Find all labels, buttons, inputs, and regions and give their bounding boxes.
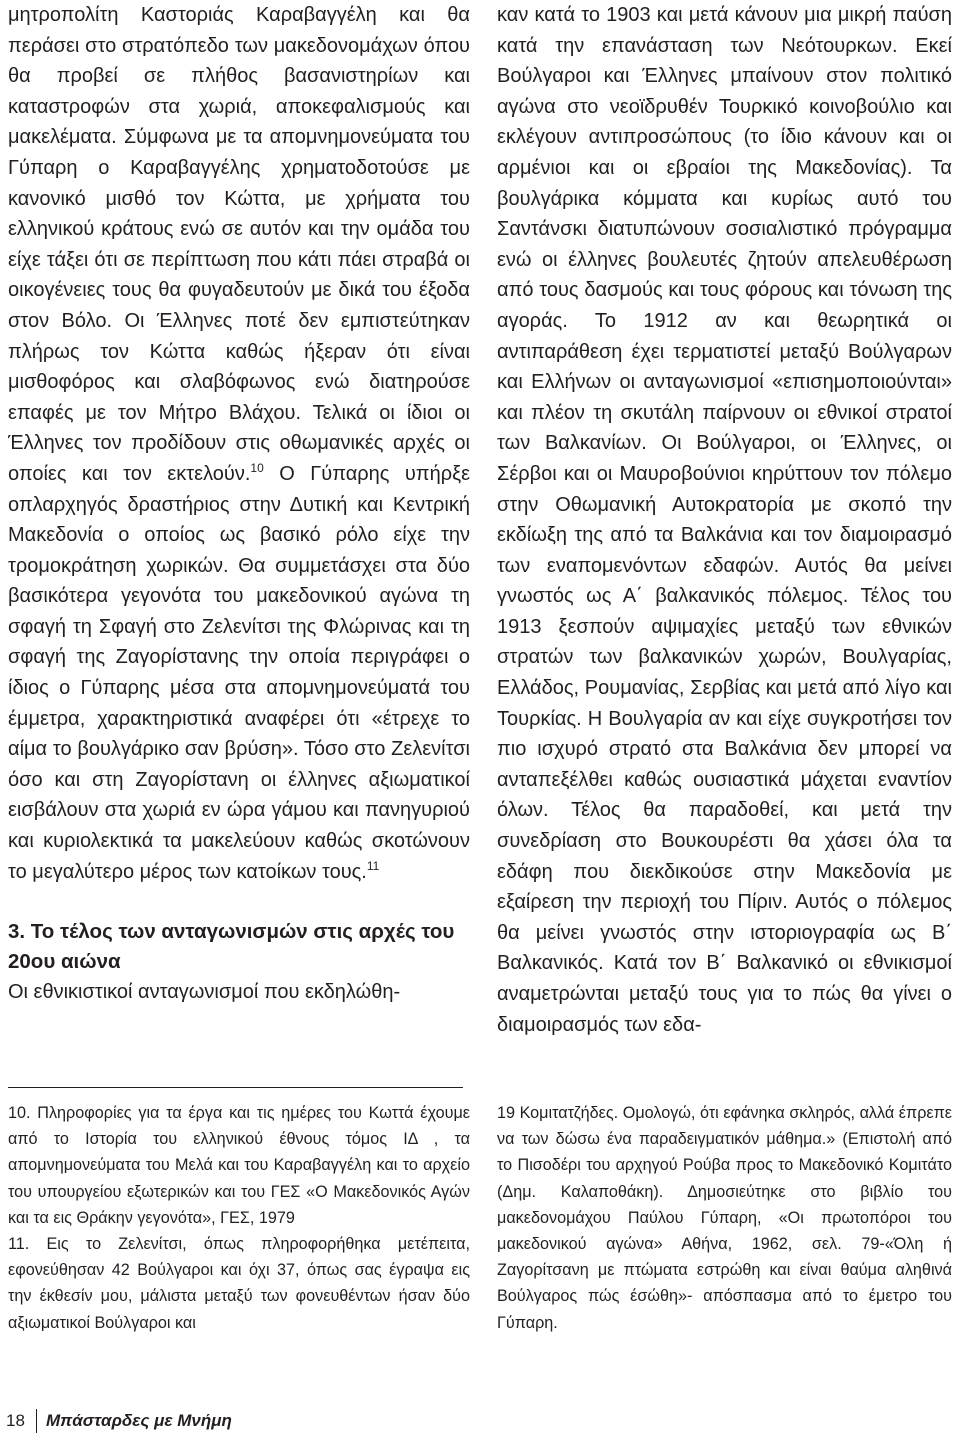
footnote-separator <box>8 1087 463 1088</box>
section-heading: 3. Το τέλος των ανταγωνισμών στις αρχές του 20ου αιώνα <box>8 920 455 974</box>
footnote-reference-10[interactable]: 10 <box>250 460 264 475</box>
footnotes-left-column <box>8 1100 470 1336</box>
body-text: Ο Γύπαρης υπήρξε οπλαρχηγός δραστήριος στην Δυτική και Κεντρική Μακεδονία ο οποίος ως βασικό ρόλο είχε την τρομοκράτηση χωρικών. Θα συμμετάσχει στα δύο βασικότερα γεγονότα του μακεδονικού αγώνα τη σφαγή τη Σφαγή στο Ζελενίτσι της Φλώρινας και τη σφαγή της Ζαγορίστανης την οποία περιγράφει ο ίδιος ο Γύπαρης μέσα στα απομνημονεύματά του έμμετρα, χαρακτηριστικά αναφέρει ότι «έτρεχε το αίμα το βουλγάρικο σαν βρύση». Τόσο στο Ζελενίτσι όσο και στη Ζαγορίστανη οι έλληνες αξιωματικοί εισβάλουν στα χωριά εν ώρα γάμου και πανηγυριού και κυριολεκτικά τα μακελεύουν καθώς σκοτώνουν το μεγαλύτερο μέρος των κατοίκων τους. <box>8 462 470 883</box>
body-text: μητροπολίτη Καστοριάς Καραβαγγέλη και θα περάσει στο στρατόπεδο των μακεδονομάχων όπου θα προβεί σε πλήθος βασανιστηρίων και καταστροφών στα χωριά, αποκεφαλισμούς και μακελέματα. Σύμφωνα με τα απομνημονεύματα του Γύπαρη ο Καραβαγγέλης χρηματοδοτούσε με κανονικό μισθό τον Κώττα, με χρήματα του ελληνικού κράτους ενώ σε αυτόν και την ομάδα του είχε τάξει ότι σε περίπτωση που κάτι πάει στραβά οι οικογένειες τους θα φυγαδευτούν με δικά του έξοδα στον Βόλο. Οι Έλληνες ποτέ δεν εμπιστεύτηκαν πλήρως τον Κώττα καθώς ήξεραν ότι είναι μισθοφόρος και σλαβόφωνος ενώ διατηρούσε επαφές με τον Μήτρο Βλάχου. Τελικά οι ίδιοι οι Έλληνες τον προδίδουν στις οθωμανικές αρχές οι οποίες και τον εκτελούν. <box>8 4 470 485</box>
footnote-reference-11[interactable]: 11 <box>366 858 380 873</box>
page-footer <box>0 1409 960 1433</box>
article-right-column <box>497 0 952 1040</box>
publication-title: Μπάσταρδες με Μνήμη <box>46 1411 232 1430</box>
footnote-11: 11. Εις το Ζελενίτσι, όπως πληροφορήθηκα μετέπειτα, εφονεύθησαν 42 Βούλγαροι και όχι 37, όπως σας έγραψα εις την έκθεσίν μου, μάλιστα μεταξύ των φονευθέντων ήσαν δύο αξιωματικοί Βούλγαροι και <box>8 1235 470 1332</box>
article-left-column <box>8 0 470 1008</box>
body-paragraph: καν κατά το 1903 και μετά κάνουν μια μικρή παύση κατά την επανάσταση των Νεότουρκων. Εκεί Βούλγαροι και Έλληνες μπαίνουν στον πολιτικό αγώνα στο νεοϊδρυθέν Τουρκικό κοινοβούλιο και εκλέγουν αντιπροσώπους (το ίδιο κάνουν και οι αρμένιοι και οι εβραίοι της Μακεδονίας). Τα βουλγάρικα κόμματα και κυρίως αυτό του Σαντάνσκι διατυπώνουν σοσιαλιστικό πρόγραμμα ενώ οι έλληνες βουλευτές ζητούν απελευθέρωση από τους δασμούς και τους φόρους και τόνωση της αγοράς. Το 1912 αν και θεωρητικά οι αντιπαράθεση έχει τερματιστεί μεταξύ Βούλγαρων και Ελλήνων οι ανταγωνισμοί «επισημοποιούνται» και πλέον τη σκυτάλη παίρνουν οι εθνικοί στρατοί των Βαλκανίων. Οι Βούλγαροι, οι Έλληνες, οι Σέρβοι και οι Μαυροβούνιοι κηρύττουν τον πόλεμο στην Οθωμανική Αυτοκρατορία με σκοπό την εκδίωξη της από τα Βαλκάνια και τον διαμοιρασμό των εναπομενόντων εδαφών. Αυτός θα μείνει γνωστός ως Α΄ βαλκανικός πόλεμος. Τέλος του 1913 ξεσπούν αψιμαχίες μεταξύ των εθνικών στρατών των βαλκανικών χωρών, Βουλγαρίας, Ελλάδος, Ρουμανίας, Σερβίας και μετά από λίγο και Τουρκίας. Η Βουλγαρία αν και είχε συγκροτήσει τον πιο ισχυρό στρατό στα Βαλκάνια δεν μπορεί να ανταπεξέλθει καθώς ουσιαστικά μάχεται εναντίον όλων. Τέλος θα παραδοθεί, και μετά την συνεδρίαση στο Βουκουρέστι θα χάσει όλα τα εδάφη που διεκδικούσε στην Μακεδονία με εξαίρεση την περιοχή του Πίριν. Αυτός ο πόλεμος θα μείνει γνωστός στην ιστοριογραφία ως Β΄ Βαλκανικός. Κατά τον Β΄ Βαλκανικό οι εθνικισμοί αναμετρώνται μεταξύ τους για το πώς θα γίνει ο διαμοιρασμός των εδα- <box>497 4 952 1036</box>
footnote-10: 10. Πληροφορίες για τα έργα και τις ημέρες του Κωττά έχουμε από το Ιστορία του ελληνικού έθνους τόμος ΙΔ , τα απομνημονεύματα του Μελά και του Καραβαγγέλη και το αρχείο του υπουργείου εξωτερικών και του ΓΕΣ «Ο Μακεδονικός Αγών και τα εις Θράκην γεγονότα», ΓΕΣ, 1979 <box>8 1104 470 1227</box>
page-number: 18 <box>6 1411 25 1430</box>
body-paragraph: Οι εθνικιστικοί ανταγωνισμοί που εκδηλώθη- <box>8 981 401 1004</box>
body-paragraph <box>8 0 470 887</box>
footnote-11-continued: 19 Κομιτατζήδες. Ομολογώ, ότι εφάνηκα σκληρός, αλλά έπρεπε να των δώσω ένα παραδειγματικόν μάθημα.» (Επιστολή από το Πισοδέρι του αρχηγού Ρούβα προς το Μακεδονικό Κομιτάτο (Δημ. Καλαποθάκη). Δημοσιεύτηκε στο βιβλίο του μακεδονομάχου Παύλου Γύπαρη, «Οι πρωτοπόροι του μακεδονικού αγώνα» Αθήνα, 1962, σελ. 79-«Όλη ή Ζαγορίτσανη με πτώματα εστρώθη και είναι θαύμα αληθινά Βούλγαρος πώς έσώθη»- απόσπασμα από το έμετρο του Γύπαρη. <box>497 1104 952 1332</box>
footnotes-right-column <box>497 1100 952 1336</box>
footer-divider <box>36 1409 37 1433</box>
